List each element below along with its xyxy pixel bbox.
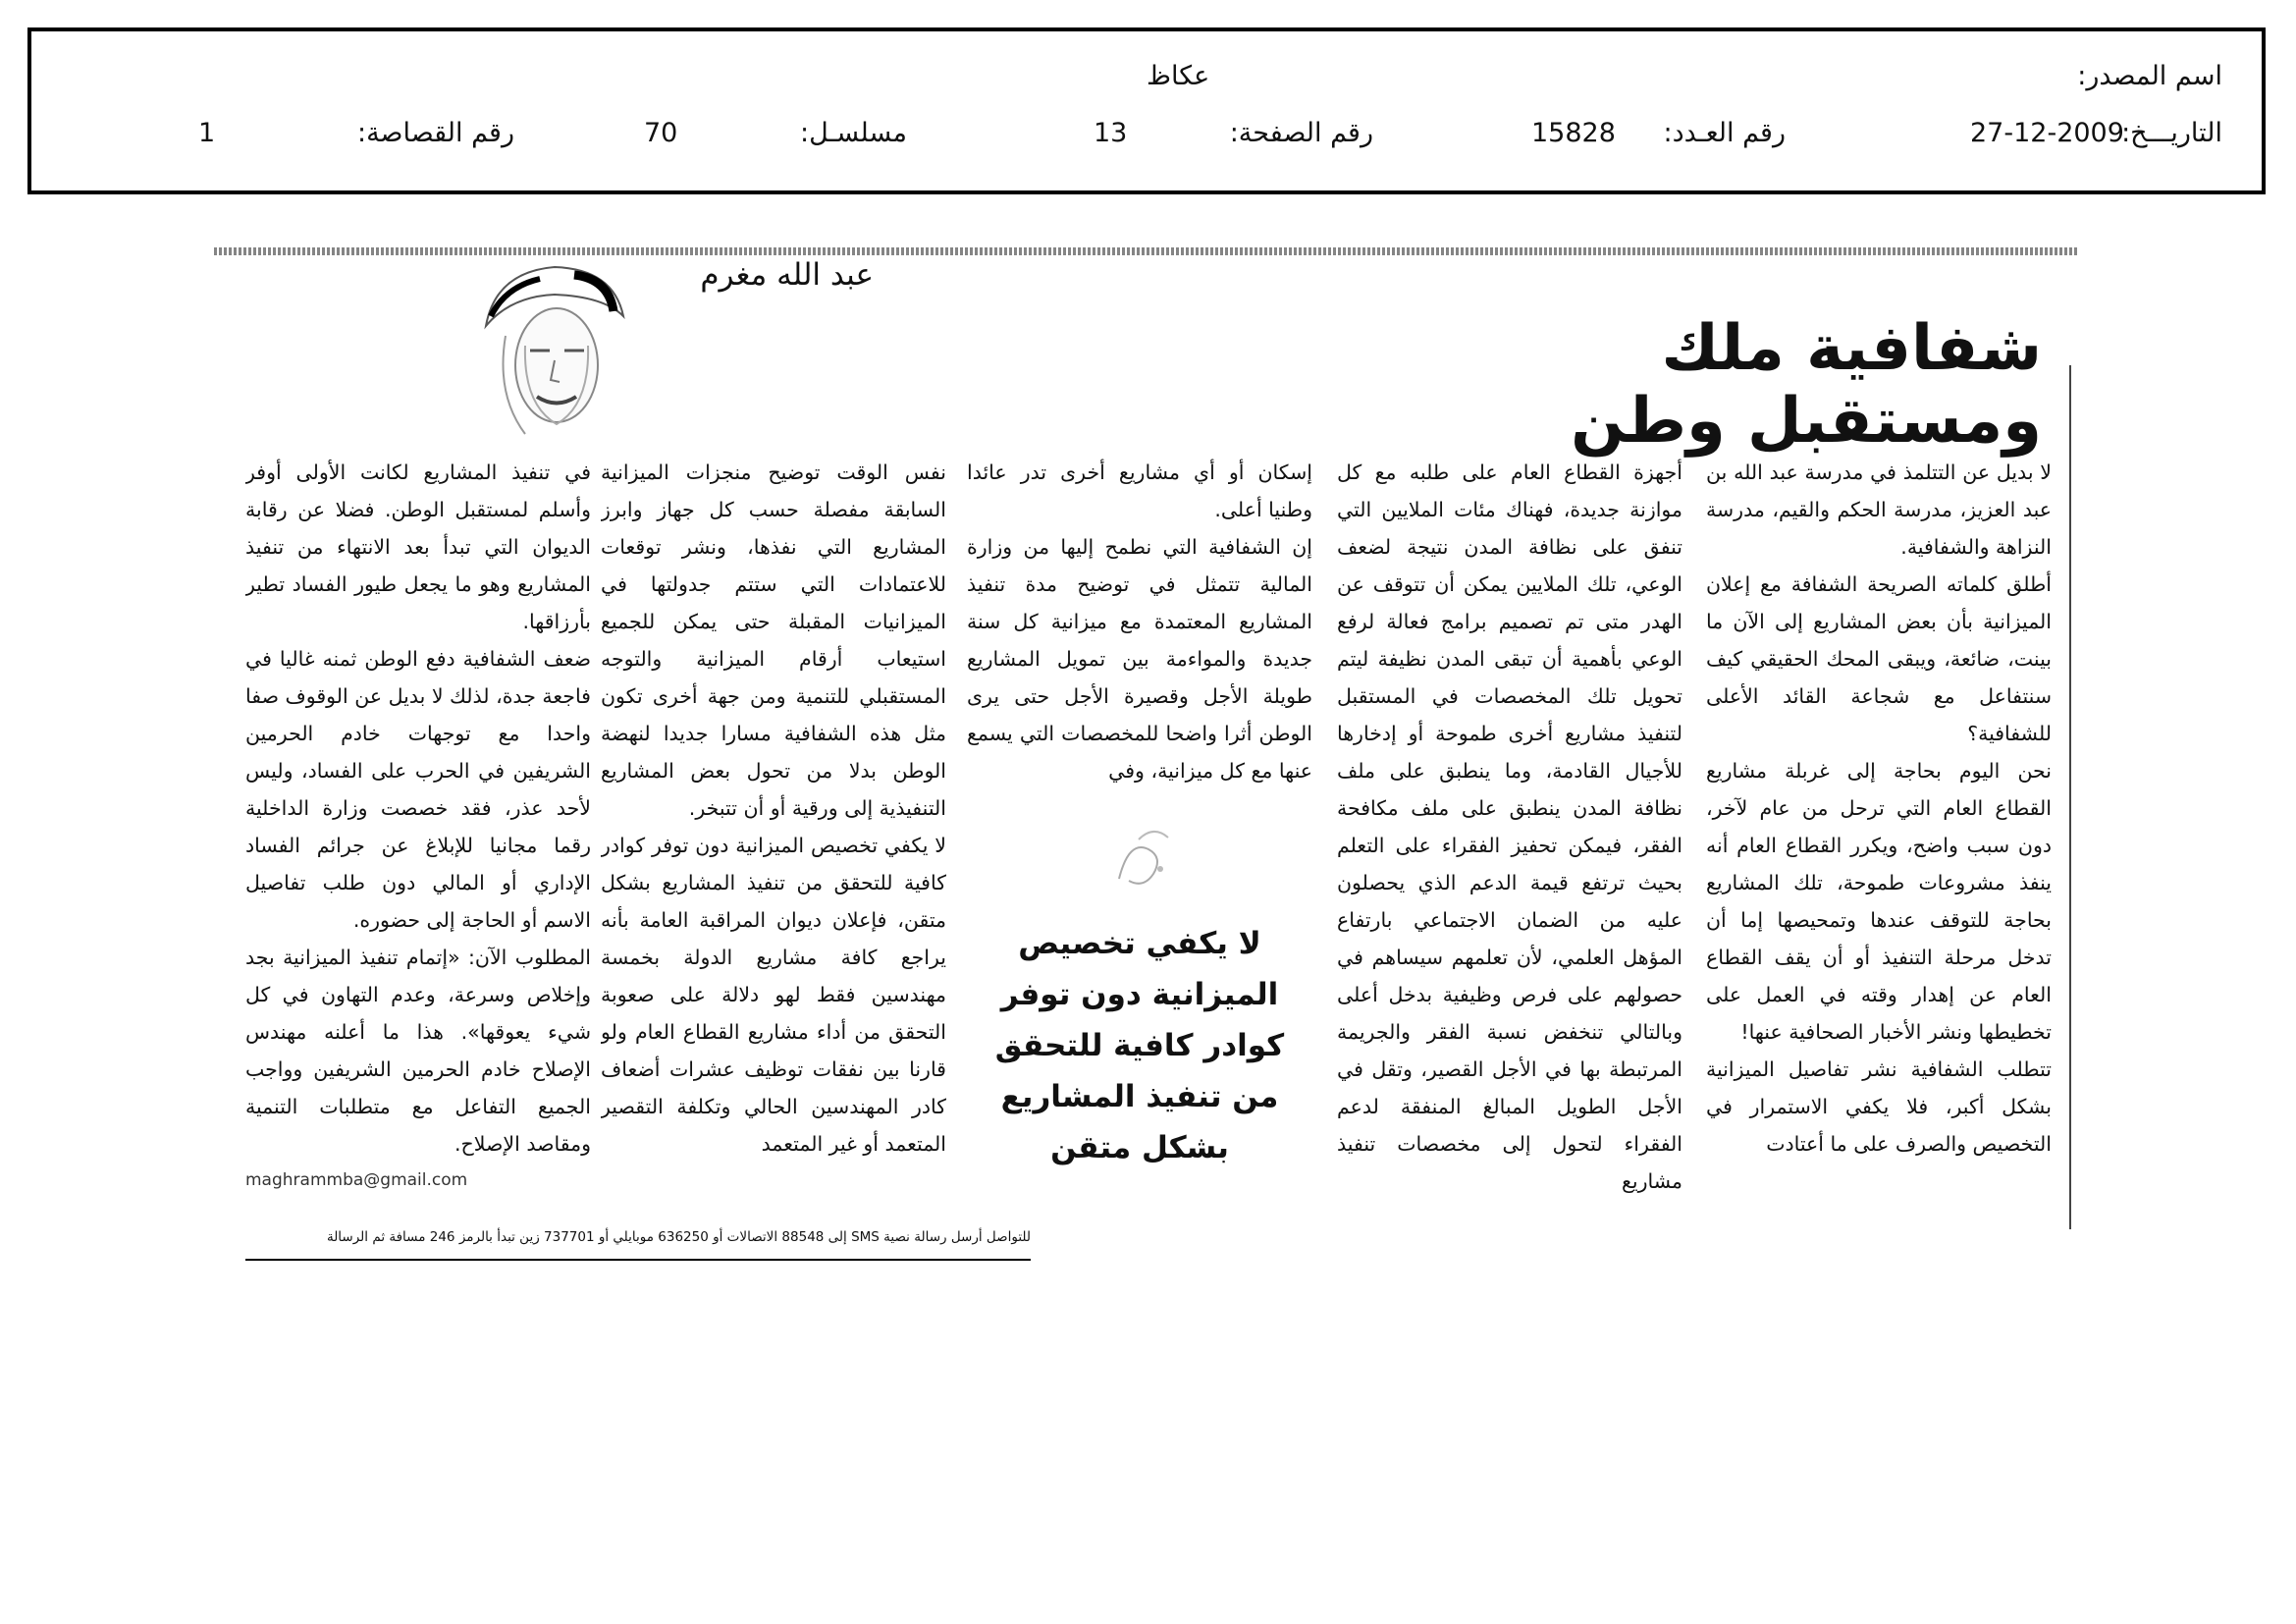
clip-number-label: رقم القصاصة: [356,118,514,148]
article-column-3: إسكان أو أي مشاريع أخرى تدر عائدا وطنيا أعلى. إن الشفافية التي نطمح إليها من وزارة المالية تتمثل في توضيح مدة تنفيذ المشاريع المعتمدة مع ميزانية كل سنة جديدة والمواءمة بين تمويل المشاريع طويلة الأجل وقصيرة الأجل حتى يرى الوطن أثرا واضحا للمخصصات التي يسمع عنها مع كل ميزانية، وفي [967,460,1312,783]
column-divider-rule [2069,365,2071,1229]
serial-label: مسلسـل: [799,118,907,148]
author-name: عبد الله مغرم [700,257,874,293]
article-column-1: لا بديل عن التتلمذ في مدرسة عبد الله بن عبد العزيز، مدرسة الحكم والقيم، مدرسة النزاهة والشفافية. أطلق كلماته الصريحة الشفافة مع إعلان الميزانية بأن بعض المشاريع إلى الآن ما بينت، ضائعة، ويبقى المحك الحقيقي كيف سنتفاعل مع شجاعة القائد الأعلى للشفافية؟ نحن اليوم بحاجة إلى غربلة مشاريع القطاع العام التي ترحل من عام لآخر، دون سبب واضح، ويكرر القطاع العام أنه ينفذ مشروعات طموحة، تلك المشاريع بحاجة للتوقف عندها وتمحيصها إما أن تدخل مرحلة التنفيذ أو أن يقف القطاع العام عن إهدار وقته في العمل على تخطيطها ونشر الأخبار الصحافية عنها! تتطلب الشفافية نشر تفاصيل الميزانية بشكل أكبر، فلا يكفي الاستمرار في التخصيص والصرف على ما أعتادت [1706,460,2052,1156]
footer-rule [245,1259,1031,1261]
author-photo [466,257,638,439]
article-column-4: نفس الوقت توضيح منجزات الميزانية السابقة مفصلة حسب كل جهاز وابرز المشاريع التي نفذها، ونشر توقعات للاعتمادات التي ستتم جدولتها في الميزانيات المقبلة حتى يمكن للجميع استيعاب أرقام الميزانية والتوجه المستقبلي للتنمية ومن جهة أخرى تكون مثل هذه الشفافية مسارا جديدا لنهضة الوطن بدلا من تحول بعض المشاريع التنفيذية إلى ورقية أو أن تتبخر. لا يكفي تخصيص الميزانية دون توفر كوادر كافية للتحقق من تنفيذ المشاريع بشكل متقن، فإعلان ديوان المراقبة العامة بأنه يراجع كافة مشاريع الدولة بخمسة مهندسين فقط لهو دلالة على صعوبة التحقق من أداء مشاريع القطاع العام ولو قارنا بين نفقات توظيف عشرات أضعاف كادر المهندسين الحالي وتكلفة التقصير المتعمد أو غير المتعمد [601,460,946,1156]
date-label: التاريـــخ: [2121,118,2222,148]
metadata-header-box [27,27,2266,194]
ornament-icon [1099,820,1188,898]
page-number-label: رقم الصفحة: [1229,118,1373,148]
author-email[interactable]: maghrammba@gmail.com [245,1170,468,1190]
issue-number-label: رقم العـدد: [1663,118,1786,148]
sms-contact-note: للتواصل أرسل رسالة نصية SMS إلى 88548 الاتصالات أو 636250 موبايلي أو 737701 زين تبدأ بالرمز 246 مسافة ثم الرسالة [326,1229,1031,1245]
article-column-5: في تنفيذ المشاريع لكانت الأولى أوفر وأسلم لمستقبل الوطن. فضلا عن رقابة الديوان التي تبدأ بعد الانتهاء من تنفيذ المشاريع وهو ما يجعل طيور الفساد تطير بأرزاقها. ضعف الشفافية دفع الوطن ثمنه غاليا في فاجعة جدة، لذلك لا بديل عن الوقوف صفا واحدا مع توجهات خادم الحرمين الشريفين في الحرب على الفساد، وليس لأحد عذر، فقد خصصت وزارة الداخلية رقما مجانيا للإبلاغ عن جرائم الفساد الإداري أو المالي دون طلب تفاصيل الاسم أو الحاجة إلى حضوره. المطلوب الآن: «إتمام تنفيذ الميزانية بجد وإخلاص وسرعة، وعدم التهاون في كل شيء يعوقها». هذا ما أعلنه مهندس الإصلاح خادم الحرمين الشريفين وواجب الجميع التفاعل مع متطلبات التنمية ومقاصد الإصلاح. [245,460,591,1156]
page-number-value: 13 [1094,118,1128,148]
serial-value: 70 [644,118,678,148]
pull-quote: لا يكفي تخصيص الميزانية دون توفر كوادر كافية للتحقق من تنفيذ المشاريع بشكل متقن [994,926,1285,1165]
dotted-rule [214,247,2079,255]
date-value: 27-12-2009 [1970,118,2124,148]
source-value: عكاظ [1147,61,1210,91]
article-headline: شفافية ملك ومستقبل وطن [1571,312,2042,458]
article-column-2: أجهزة القطاع العام على طلبه مع كل موازنة جديدة، فهناك مئات الملايين التي تنفق على نظافة المدن نتيجة لضعف الوعي، تلك الملايين يمكن أن تتوقف عن الهدر متى تم تصميم برامج فعالة لرفع الوعي بأهمية أن تبقى المدن نظيفة ليتم تحويل تلك المخصصات في المستقبل لتنفيذ مشاريع أخرى طموحة أو إدخارها للأجيال القادمة، وما ينطبق على ملف نظافة المدن ينطبق على ملف مكافحة الفقر، فيمكن تحفيز الفقراء على التعلم بحيث ترتفع قيمة الدعم الذي يحصلون عليه من الضمان الاجتماعي بارتفاع المؤهل العلمي، لأن تعلمهم سيساهم في حصولهم على فرص وظيفية بدخل أعلى وبالتالي تنخفض نسبة الفقر والجريمة المرتبطة بها في الأجل القصير، وتقل في الأجل الطويل المبالغ المنفقة لدعم الفقراء لتحول إلى مخصصات تنفيذ مشاريع [1337,460,1682,1193]
clip-number-value: 1 [198,118,216,148]
source-label: اسم المصدر: [2077,61,2222,91]
issue-number-value: 15828 [1531,118,1616,148]
